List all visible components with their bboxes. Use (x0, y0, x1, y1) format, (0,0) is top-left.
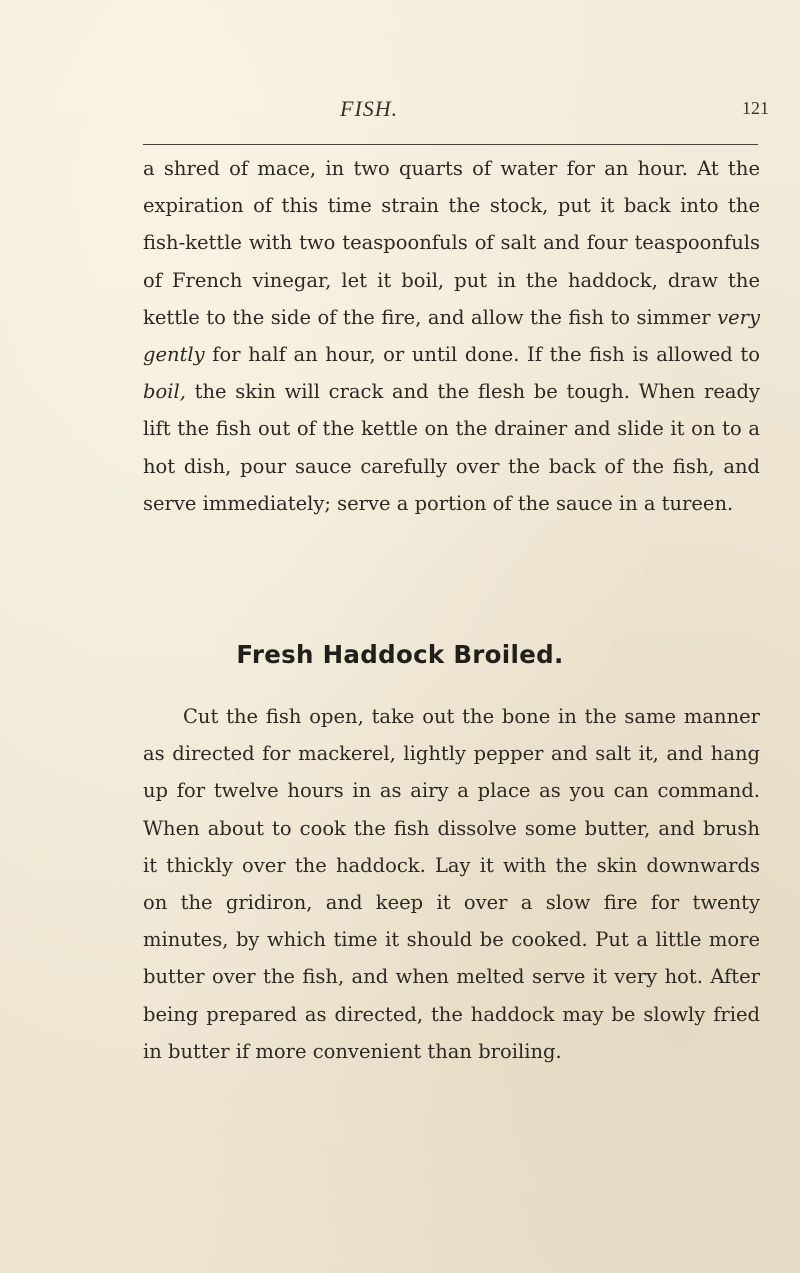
paragraph-text: a shred of mace, in two quarts of water for an hour. At the expiration of this time strain the stock, put it back into the fish-kettle with two teaspoonfuls of salt and four teaspoonfuls of French vinegar, let it boil, put in the haddock, draw the kettle to the side of the fire, and allow the fish to simmer (143, 157, 760, 329)
emphasized-text: very gently (143, 305, 760, 367)
paragraph-text: for half an hour, or until done. If the fish is allowed to (204, 343, 760, 367)
header-rule (143, 144, 758, 145)
page-number: 121 (742, 98, 769, 118)
running-head-title: FISH. (340, 96, 399, 121)
emphasized-text: boil, (143, 380, 186, 404)
running-head (0, 96, 800, 128)
body-paragraph-continued (143, 150, 760, 522)
paragraph-text: the skin will crack and the flesh be tough. When ready lift the fish out of the kettle on the drainer and slide it on to a hot dish, pour sauce carefully over the back of the fish, and serve immediately; serve a portion of the sauce in a tureen. (143, 380, 760, 515)
recipe-heading: Fresh Haddock Broiled. (236, 640, 564, 669)
recipe-paragraph: Cut the fish open, take out the bone in the same manner as directed for mackerel, lightly pepper and salt it, and hang up for twelve hours in as airy a place as you can command. When about to cook the fish dissolve some butter, and brush it thickly over the haddock. Lay it with the skin downwards on the gridiron, and keep it over a slow fire for twenty minutes, by which time it should be cooked. Put a little more butter over the fish, and when melted serve it very hot. After being prepared as directed, the haddock may be slowly fried in butter if more convenient than broiling. (143, 705, 760, 1063)
